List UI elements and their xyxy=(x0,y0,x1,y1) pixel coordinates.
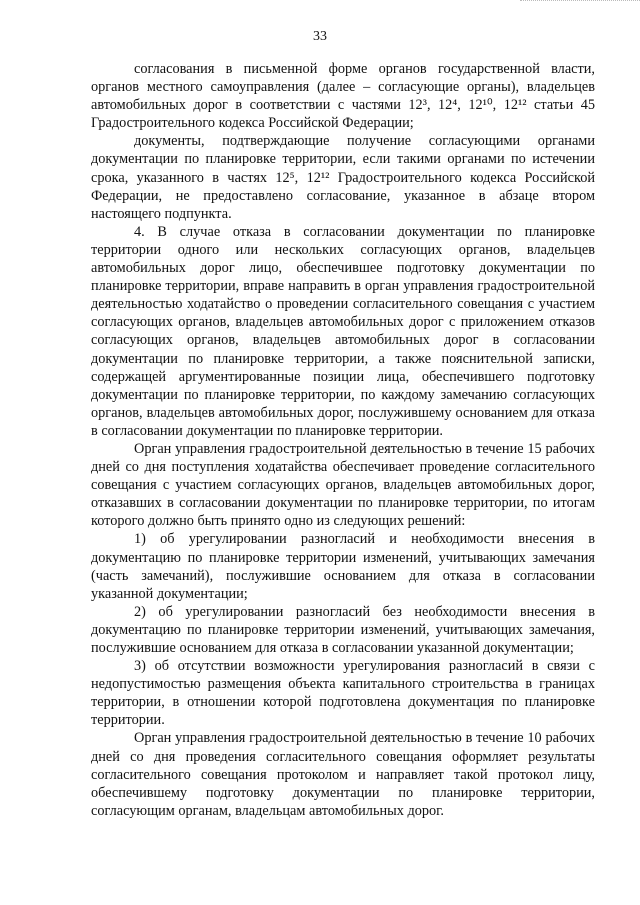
paragraph-protocol: Орган управления градостроительной деятельностью в течение 10 рабочих дней со дня проведения согласительного совещания оформляет результаты согласительного совещания протоколом и направляет такой протокол лицу, обеспечившему подготовку документации по планировке территории, согласующим органам, владельцам автомобильных дорог. xyxy=(91,730,595,819)
page-number: 33 xyxy=(313,29,327,44)
paragraph-decision-3: 3) об отсутствии возможности урегулирования разногласий в связи с недопустимостью размещения объекта капитального строительства в границах территории, в отношении которой подготовлена документация по планировке территории. xyxy=(91,658,595,729)
paragraph-decision-2: 2) об урегулировании разногласий без необходимости внесения в документацию по планировке территории изменений, учитывающих замечания, послужившие основанием для отказа в согласовании указанной документации; xyxy=(91,603,595,656)
paragraph-approval-forms: согласования в письменной форме органов государственной власти, органов местного самоуправления (далее – согласующие органы), владельцев автомобильных дорог в соответствии с частями 12³, 12⁴, 12¹⁰, 12¹² статьи 45 Градостроительного кодекса Российской Федерации; xyxy=(91,61,595,132)
scan-edge-mark xyxy=(520,0,640,3)
document-body xyxy=(91,60,595,820)
paragraph-decision-1: 1) об урегулировании разногласий и необходимости внесения в документацию по планировке территории изменений, учитывающих замечания (часть замечаний), послужившие основанием для отказа в согласовании указанной документации; xyxy=(91,531,595,602)
paragraph-conciliation-meeting: Орган управления градостроительной деятельностью в течение 15 рабочих дней со дня поступления ходатайства обеспечивает проведение согласительного совещания с участием согласующих органов, владельцев автомобильных дорог, отказавших в согласовании документации по планировке территории, по итогам которого должно быть принято одно из следующих решений: xyxy=(91,440,595,530)
paragraph-refusal-clause-4: 4. В случае отказа в согласовании документации по планировке территории одного или нескольких согласующих органов, владельцев автомобильных дорог лицо, обеспечившее подготовку документации по планировке территории, вправе направить в орган управления градостроительной деятельностью ходатайство о проведении согласительного совещания с участием согласующих органов, владельцев автомобильных дорог с приложением отказов согласующих органов, владельцев автомобильных дорог в согласовании документации по планировке территории, а также пояснительной записки, содержащей аргументированные позиции лица, обеспечившего подготовку документации по планировке территории, по каждому замечанию согласующих органов, владельцев автомобильных дорог, послужившему основанием для отказа в согласовании документации по планировке территории. xyxy=(91,223,595,439)
paragraph-confirming-documents: документы, подтверждающие получение согласующими органами документации по планировке территории, если такими органами по истечении срока, указанного в частях 12⁵, 12¹² Градостроительного кодекса Российской Федерации, не предоставлено согласование, указанное в абзаце втором настоящего подпункта. xyxy=(91,133,595,222)
